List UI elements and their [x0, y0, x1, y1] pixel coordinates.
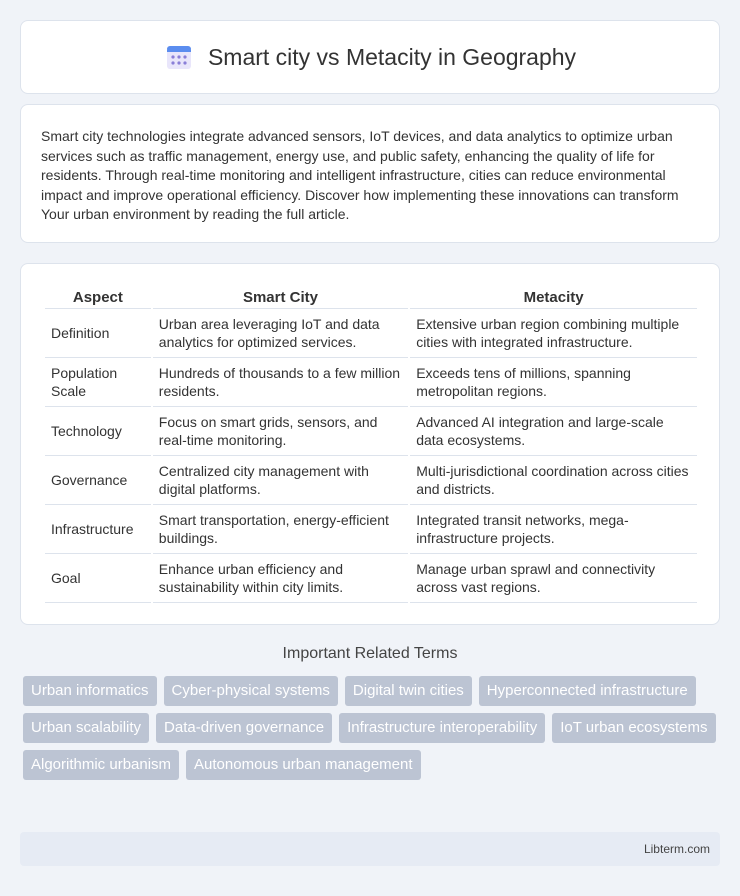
comparison-table: [43, 284, 699, 603]
related-tag[interactable]: Hyperconnected infrastructure: [479, 676, 696, 706]
table-header-row: [45, 284, 697, 309]
table-row: [45, 309, 697, 358]
related-tag[interactable]: Digital twin cities: [345, 676, 472, 706]
intro-text: Smart city technologies integrate advanced sensors, IoT devices, and data analytics to optimize urban services such as traffic management, energy use, and public safety, enhancing the quality of life for residents. Through real-time monitoring and intelligent infrastructure, cities can reduce environmental impact and improve operational efficiency. Discover how implementing these innovations can transform Your urban environment by reading the full article.: [41, 128, 679, 222]
aspect-cell: Governance: [45, 456, 151, 505]
intro-card: [20, 104, 720, 243]
aspect-cell: Definition: [45, 309, 151, 358]
related-tag[interactable]: Autonomous urban management: [186, 750, 420, 780]
comparison-table-card: [20, 263, 720, 625]
aspect-cell: Technology: [45, 407, 151, 456]
metacity-cell: Advanced AI integration and large-scale data ecosystems.: [410, 407, 697, 456]
metacity-cell: Extensive urban region combining multiple cities with integrated infrastructure.: [410, 309, 697, 358]
related-terms-tags: [23, 676, 723, 780]
header-aspect: Aspect: [45, 284, 151, 309]
related-tag[interactable]: Urban scalability: [23, 713, 149, 743]
title-wrap: [164, 42, 576, 72]
related-tag[interactable]: IoT urban ecosystems: [552, 713, 715, 743]
smart-city-cell: Hundreds of thousands to a few million residents.: [153, 358, 408, 407]
related-tag[interactable]: Data-driven governance: [156, 713, 332, 743]
related-tag[interactable]: Urban informatics: [23, 676, 157, 706]
metacity-cell: Manage urban sprawl and connectivity across vast regions.: [410, 554, 697, 603]
table-row: [45, 505, 697, 554]
table-row: [45, 554, 697, 603]
header-card: [20, 20, 720, 94]
header-metacity: Metacity: [410, 284, 697, 309]
table-row: [45, 456, 697, 505]
page-title: Smart city vs Metacity in Geography: [207, 43, 577, 70]
smart-city-cell: Enhance urban efficiency and sustainability within city limits.: [153, 554, 408, 603]
table-row: [45, 407, 697, 456]
smart-city-cell: Focus on smart grids, sensors, and real-time monitoring.: [153, 407, 408, 456]
footer: [20, 832, 720, 866]
smart-city-cell: Urban area leveraging IoT and data analytics for optimized services.: [153, 309, 408, 358]
header-smart-city: Smart City: [153, 284, 408, 309]
metacity-cell: Exceeds tens of millions, spanning metropolitan regions.: [410, 358, 697, 407]
aspect-cell: Infrastructure: [45, 505, 151, 554]
calendar-grid-icon: [164, 42, 194, 72]
metacity-cell: Multi-jurisdictional coordination across cities and districts.: [410, 456, 697, 505]
related-tag[interactable]: Infrastructure interoperability: [339, 713, 545, 743]
smart-city-cell: Centralized city management with digital platforms.: [153, 456, 408, 505]
table-row: [45, 358, 697, 407]
related-terms-title: Important Related Terms: [282, 645, 458, 662]
footer-site-link[interactable]: Libterm.com: [643, 842, 710, 856]
related-tag[interactable]: Cyber-physical systems: [164, 676, 338, 706]
smart-city-cell: Smart transportation, energy-efficient buildings.: [153, 505, 408, 554]
aspect-cell: Goal: [45, 554, 151, 603]
related-tag[interactable]: Algorithmic urbanism: [23, 750, 179, 780]
aspect-cell: Population Scale: [45, 358, 151, 407]
metacity-cell: Integrated transit networks, mega-infrastructure projects.: [410, 505, 697, 554]
